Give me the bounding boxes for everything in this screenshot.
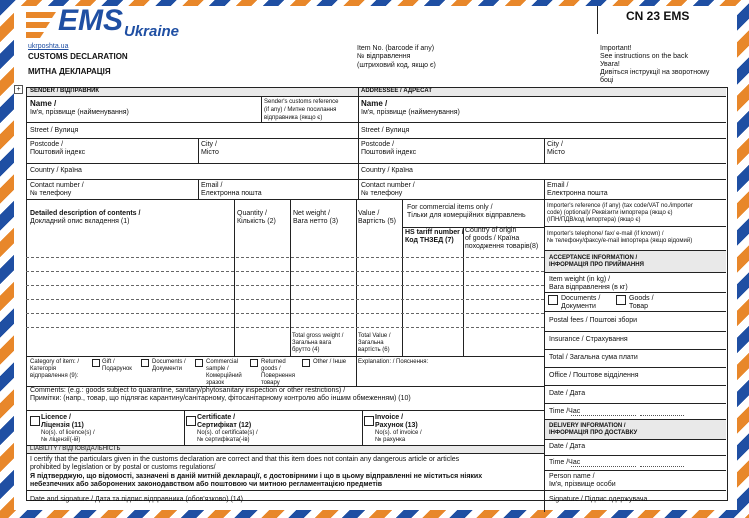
instructions-ua-2: боці [600,77,614,84]
gross-weight-label-ua-2: брутто (4) [292,347,320,353]
liability-text-ua-2: небезпечних або заборонених законодавством або поштовою чи митною регламентацією предметів [30,481,382,488]
hs-tariff-label-ua: Код ТНЗЕД (7) [405,237,454,244]
recipient-signature-label: Signature / Підпис одержувача [549,496,648,503]
postal-fees-label: Postal fees / Поштові збори [549,317,638,324]
addressee-country-label: Country / Країна [361,167,413,174]
acceptance-goods-label-ua: Товар [629,303,649,310]
certificate-label: Certificate / [197,414,236,421]
addressee-name-label: Name / [361,99,388,108]
invoice-label-ua: Рахунок (13) [375,422,418,429]
acceptance-time-label: Time /Час [549,408,581,415]
important-en: Important! [600,45,632,52]
quantity-label: Quantity / [237,210,267,217]
acceptance-heading-ua: ІНФОРМАЦІЯ ПРО ПРИЙМАННЯ [549,262,644,268]
sender-contact-label: Contact number / [30,182,84,189]
instructions-ua: Дивіться інструкції на зворотному [600,69,710,76]
invoice-no-label: No(s). of invoice / [375,430,422,436]
net-weight-label: Net weight / [293,210,330,217]
logo-country-text: Ukraine [124,23,180,40]
sender-ref-en-2: (if any) / Митне посилання [264,107,337,113]
addressee-heading: ADDRESSEE / АДРЕСАТ [361,88,433,94]
person-name-label: Person name / [549,473,595,480]
item-weight-label: Item weight (in kg) / [549,276,611,283]
delivery-date-label: Date / Дата [549,443,586,450]
category-label: Category of item: / [30,359,80,365]
sender-name-label-ua: Ім'я, прізвище (найменування) [30,109,129,116]
sender-city-label: City / [201,141,217,148]
gift-label: Gift / [102,359,115,365]
other-checkbox[interactable] [302,359,310,367]
date-signature-label: Date and signature / Дата та підпис відправника (обов'язково) (14) [30,496,243,503]
gift-label-ua: Подарунок [102,366,132,372]
sender-email-label: Email / [201,182,223,189]
delivery-time-label: Time /Час [549,459,581,466]
certificate-checkbox[interactable] [186,416,196,426]
sender-heading: SENDER / ВІДПРАВНИК [30,88,100,94]
commercial-only-label: For commercial items only / [407,204,493,211]
plus-icon: + [14,85,23,94]
addressee-name-label-ua: Ім'я, прізвище (найменування) [361,109,460,116]
value-label-ua: Вартість (5) [358,218,396,225]
item-weight-label-ua: Вага відправлення (в кг) [549,284,628,291]
certificate-label-ua: Сертифікат (12) [197,422,252,429]
sender-ref-ua: відправника (якщо є) [264,115,323,121]
origin-label-ua: походження товарів(8) [465,243,539,250]
commercial-sample-label-ua-2: зразок [206,380,225,386]
licence-checkbox[interactable] [30,416,40,426]
instructions-en: See instructions on the back [600,53,688,60]
sender-ref-en: Sender's customs reference [264,99,339,105]
logo-ems-text: EMS [58,4,124,37]
description-label-ua: Докладний опис вкладення (1) [30,218,130,225]
form-code: CN 23 EMS [626,9,690,23]
returned-goods-label-ua: goods / [261,366,281,372]
commercial-sample-checkbox[interactable] [195,359,203,367]
sender-name-label: Name / [30,99,57,108]
invoice-label: Invoice / [375,414,404,421]
gross-weight-label-ua: Загальна вага [292,340,332,346]
sender-city-label-ua: Місто [201,149,219,156]
addressee-city-label-ua: Місто [547,149,565,156]
importer-ref-label-ua: (ІПН/ПДВ/код імпортера) (якщо є) [547,217,641,223]
sender-country-label: Country / Країна [30,167,82,174]
certificate-no-label: No(s). of certificate(s) / [197,430,258,436]
acceptance-goods-label: Goods / [629,295,654,302]
comments-label-ua: Примітки: (напр., товар, що підлягає карантину/санітарному, фітосанітарному контролю або іншим обмеженням) (10) [30,395,411,402]
liability-text-2: prohibited by legislation or by postal or customs regulations/ [30,464,216,471]
licence-no-label-ua: № ліцензії(-ій) [41,437,81,443]
origin-label: Country of origin [465,227,517,234]
category-label-ua-2: відправлення (9): [30,373,79,379]
gross-weight-label: Total gross weight / [292,333,344,339]
importer-ref-label: Importer's reference (if any) (tax code/VAT no./importer [547,203,693,209]
returned-goods-label-ua-3: товару [261,380,280,386]
sender-postcode-label-ua: Поштовий індекс [30,149,86,156]
licence-label: Licence / [41,414,71,421]
acceptance-documents-label: Documents / [561,295,601,302]
liability-text-ua-1: Я підтверджую, що відомості, зазначені в даній митній декларації, є достовірними і що в цьому відправленні не міститься ніяких [30,473,483,480]
total-label: Total / Загальна сума плати [549,354,638,361]
commercial-only-label-ua: Тільки для комерційних відправлень [407,212,526,219]
ems-logo [26,4,180,48]
liability-heading: LIABILITY / ВІДПОВІДАЛЬНІСТЬ [30,446,121,452]
sender-contact-label-ua: № телефону [30,190,72,197]
returned-goods-checkbox[interactable] [250,359,258,367]
important-ua: Увага! [600,61,620,68]
liability-text-1: I certify that the particulars given in the customs declaration are correct and that this item does not contain any dangerous article or articles [30,456,460,463]
importer-phone-label: Importer's telephone/ fax/ e-mail (if known) / [547,231,664,237]
addressee-contact-label: Contact number / [361,182,415,189]
sender-street-label: Street / Вулиця [30,127,79,134]
form-title-en: CUSTOMS DECLARATION [28,52,128,61]
person-name-label-ua: Ім'я, прізвище особи [549,481,616,488]
invoice-no-label-ua: № рахунка [375,437,406,443]
documents-checkbox[interactable] [141,359,149,367]
addressee-contact-label-ua: № телефону [361,190,403,197]
gift-checkbox[interactable] [92,359,100,367]
addressee-email-label-ua: Електронна пошта [547,190,608,197]
hs-tariff-label: HS tariff number / [405,229,464,236]
item-no-ua-note: (штриховий код, якщо є) [357,62,436,69]
insurance-label: Insurance / Страхування [549,336,628,343]
item-no-en: Item No. (barcode if any) [357,45,435,52]
addressee-email-label: Email / [547,182,569,189]
commercial-sample-label: Commercial [206,359,239,365]
commercial-sample-label-2: sample / [206,366,229,372]
addressee-postcode-label: Postcode / [361,141,395,148]
comments-label: Comments: (e.g.: goods subject to quarantine, sanitary/phytosanitary inspection or other restrictions) / [30,387,346,394]
invoice-checkbox[interactable] [364,416,374,426]
commercial-sample-label-ua: Комерційний [206,373,242,379]
delivery-heading-ua: ІНФОРМАЦІЯ ПРО ДОСТАВКУ [549,430,638,436]
quantity-label-ua: Кількість (2) [237,218,276,225]
explanation-label: Explanation: / Пояснення: [358,359,429,365]
sender-email-label-ua: Електронна пошта [201,190,262,197]
importer-ref-label-2: code) (optional)/ Реквізити імпортера (якщо є) [547,210,673,216]
licence-no-label: No(s). of licence(s) / [41,430,95,436]
certificate-no-label-ua: № сертифіката(-ів) [197,437,250,443]
item-no-ua: № відправлення [357,53,411,60]
total-value-label: Total Value / [358,333,391,339]
documents-label: Documents / [152,359,186,365]
licence-label-ua: Ліцензія (11) [41,422,84,429]
description-label: Detailed description of contents / [30,210,141,217]
net-weight-label-ua: Вага нетто (3) [293,218,339,225]
delivery-heading: DELIVERY INFORMATION / [549,423,626,429]
origin-label-2: of goods / Країна [465,235,520,242]
total-value-label-ua: Загальна [358,340,384,346]
acceptance-documents-checkbox[interactable] [548,295,558,305]
value-label: Value / [358,210,380,217]
form-title-ua: МИТНА ДЕКЛАРАЦІЯ [28,67,111,76]
category-label-ua: Категорія [30,366,57,372]
documents-label-ua: Документи [152,366,182,372]
acceptance-heading: ACCEPTANCE INFORMATION / [549,255,638,261]
other-label: Other / Інше [313,359,347,365]
returned-goods-label: Returned [261,359,286,365]
addressee-postcode-label-ua: Поштовий індекс [361,149,417,156]
addressee-street-label: Street / Вулиця [361,127,410,134]
customs-form [14,6,737,510]
returned-goods-label-ua-2: Повернення [261,373,295,379]
acceptance-date-label: Date / Дата [549,390,586,397]
addressee-city-label: City / [547,141,563,148]
sender-postcode-label: Postcode / [30,141,64,148]
office-label: Office / Поштове відділення [549,372,639,379]
website-link[interactable]: ukrposhta.ua [28,43,69,50]
acceptance-documents-label-ua: Документи [561,303,596,310]
total-value-label-ua-2: вартість (6) [358,347,390,353]
acceptance-goods-checkbox[interactable] [616,295,626,305]
importer-phone-label-ua: № телефону/факсу/е-mail імпортера (якщо відомий) [547,238,693,244]
